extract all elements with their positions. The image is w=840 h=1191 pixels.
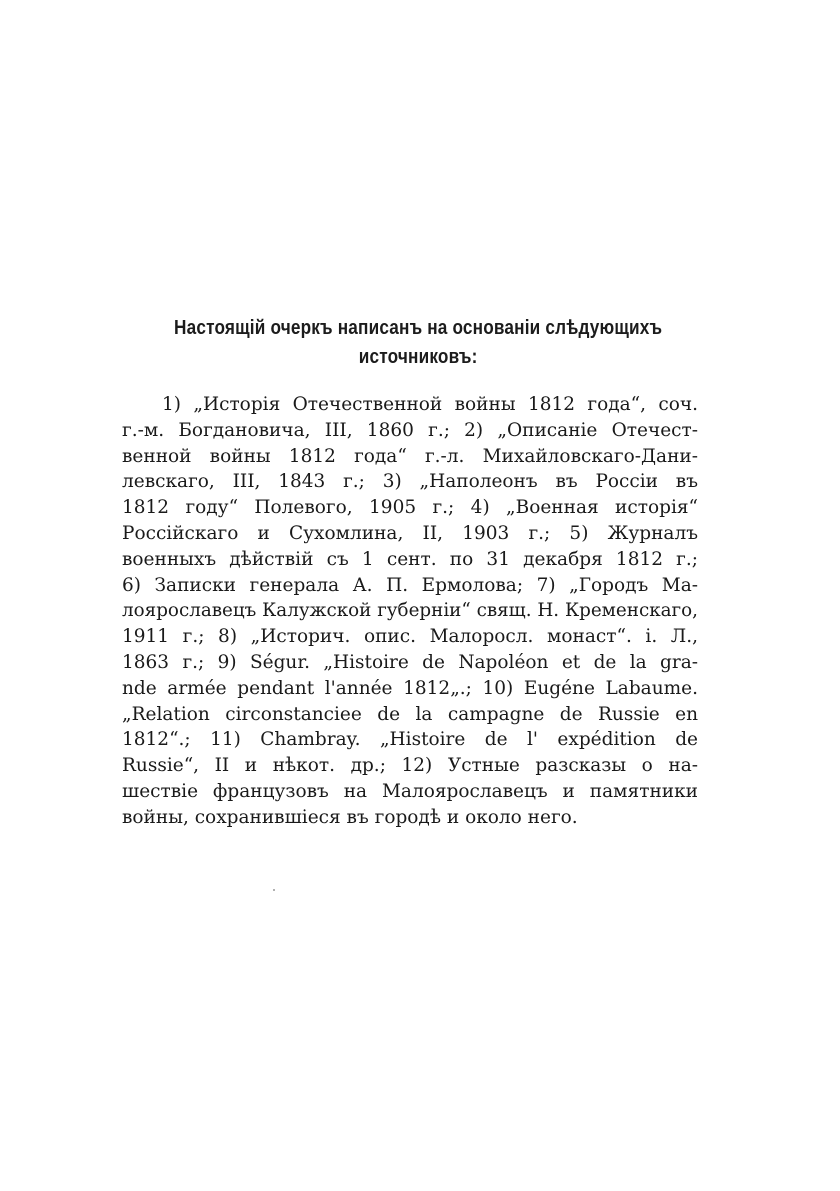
- paragraph-line: 6) Записки генерала А. П. Ермолова; 7) „Городъ Ма-: [122, 574, 698, 596]
- paragraph-line: войны, сохранившіеся въ городѣ и около него.: [122, 806, 578, 828]
- paragraph-line: 1812 году“ Полевого, 1905 г.; 4) „Военная исторія“: [122, 497, 698, 519]
- heading-line-1: Настоящій очеркъ написанъ на основаніи слѣдующихъ: [174, 317, 663, 339]
- paragraph-line: левскаго, III, 1843 г.; 3) „Наполеонъ въ Россіи въ: [122, 471, 698, 493]
- heading-line-2: источниковъ:: [358, 346, 478, 368]
- paragraph-line: 1812“.; 11) Chambray. „Histoire de l' expédition de: [122, 729, 698, 751]
- paragraph-line: лоярославецъ Калужской губерніи“ свящ. Н. Кременскаго,: [122, 600, 698, 622]
- paragraph-line: Россійскаго и Сухомлина, II, 1903 г.; 5) Журналъ: [122, 522, 698, 544]
- paragraph-line: военныхъ дѣйствій съ 1 сент. по 31 декабря 1812 г.;: [122, 548, 698, 570]
- paragraph-line: „Relation circonstanciee de la campagne de Russie en: [122, 703, 698, 725]
- sources-paragraph: [122, 392, 698, 831]
- paragraph-line: венной войны 1812 года“ г.-л. Михайловскаго-Дани-: [122, 445, 698, 467]
- print-speck: [273, 889, 275, 891]
- paragraph-line: шествіе французовъ на Малоярославецъ и памятники: [122, 780, 698, 802]
- paragraph-line: 1911 г.; 8) „Историч. опис. Малоросл. монаст“. і. Л.,: [122, 626, 698, 648]
- page-heading: [118, 314, 663, 372]
- paragraph-line: Russie“, II и нѣкот. др.; 12) Устные разсказы о на-: [122, 755, 698, 777]
- paragraph-line: 1) „Исторія Отечественной войны 1812 года“, соч.: [162, 394, 698, 415]
- paragraph-line: г.-м. Богдановича, III, 1860 г.; 2) „Описаніе Отечест-: [122, 419, 698, 441]
- paragraph-line: nde armée pendant l'année 1812„.; 10) Eugéne Labaume.: [122, 677, 698, 699]
- paragraph-line: 1863 г.; 9) Ségur. „Histoire de Napoléon et de la gra-: [122, 651, 698, 673]
